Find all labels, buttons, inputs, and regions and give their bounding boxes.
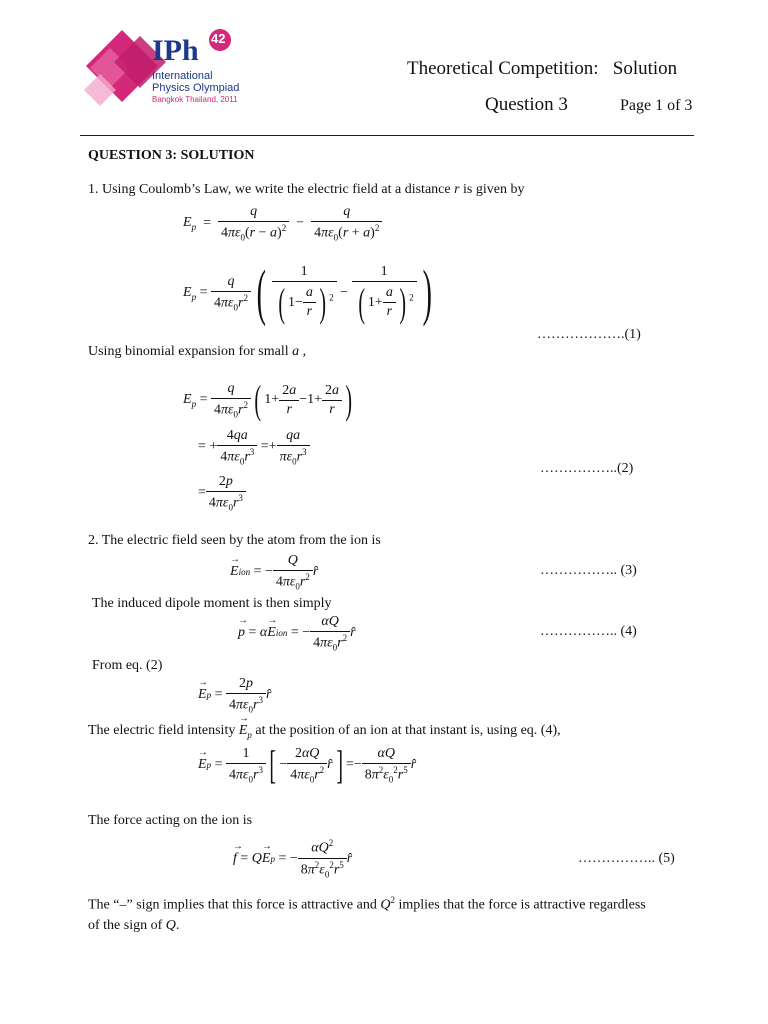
logo-line3: Bangkok Thailand, 2011 [152, 95, 238, 104]
header-page: Page 1 of 3 [620, 97, 693, 114]
paragraph-6: The electric field intensity → $E_p$ at the position of an ion at that instant is, using eq. (4), [88, 723, 561, 740]
equation-ref-5: …………….. (5) [578, 851, 675, 866]
ipho-logo [80, 26, 240, 120]
equation-4: → p = α → E ion = − $\frac{\alpha Q}{4\pi\varepsilon_0r^2}$ r̂ [238, 614, 356, 652]
paragraph-1: 1. Using Coulomb’s Law, we write the electric field at a distance r is given by [88, 182, 525, 197]
equation-1a: $E_p$ = $\frac{q}{4\pi\varepsilon_0(r - a)^2}$ − $\frac{q}{4\pi\varepsilon_0(r + a)^2}$ [183, 204, 382, 242]
paragraph-5: From eq. (2) [92, 658, 163, 673]
header-title: Theoretical Competition: Solution [407, 58, 678, 79]
equation-ref-3: …………….. (3) [540, 563, 637, 578]
equation-2c: = $\frac{2p}{4\pi\varepsilon_0r^3}$ [198, 474, 246, 512]
equation-5b: → E p = $\frac{1}{4\pi\varepsilon_0r^3}$ [ − $\frac{2\alpha Q}{4\pi\varepsilon_0r^2}$ r̂ ] =− $\frac{\alpha Q}{8\pi^2\varepsilon_0^2r^5}$ r̂ [198, 745, 416, 785]
header-divider [80, 135, 694, 136]
equation-3: → E ion = − $\frac{Q}{4\pi\varepsilon_0r^2}$ r̂ [230, 553, 318, 591]
logo-line1: International [152, 70, 213, 82]
paragraph-8: The “–” sign implies that this force is attractive and $Q^2$ implies that the force is attractive regardless [88, 895, 646, 913]
paragraph-9: of the sign of Q. [88, 918, 180, 933]
paragraph-7: The force acting on the ion is [88, 813, 253, 828]
logo-badge: 42 [211, 31, 226, 46]
equation-ref-2: ……………..(2) [540, 461, 634, 476]
paragraph-3: 2. The electric field seen by the atom from the ion is [88, 533, 381, 548]
logo-main-text: IPh [152, 34, 199, 67]
equation-1b: $E_p$ = $\frac{q}{4\pi\varepsilon_0r^2}$ ( 1 ( 1− $\frac{a}{r}$ ) $^2$ − 1 ( 1+ $\frac{a}{r}$ ) $^2$ ) [183, 259, 432, 327]
logo-line2: Physics Olympiad [152, 82, 240, 94]
equation-5a: → E p = $\frac{2p}{4\pi\varepsilon_0r^3}$ r̂ [198, 676, 271, 714]
equation-2a: $E_p$ = $\frac{q}{4\pi\varepsilon_0r^2}$ ( 1+ $\frac{2a}{r}$ −1+ $\frac{2a}{r}$ ) [183, 377, 352, 422]
paragraph-2: Using binomial expansion for small a , [88, 344, 307, 359]
equation-ref-1: ……………….(1) [537, 327, 641, 342]
paragraph-4: The induced dipole moment is then simply [92, 596, 332, 611]
equation-6: → f = Q → E p = − $\frac{\alpha Q^2}{8\pi^2\varepsilon_0^2r^5}$ r̂ [233, 838, 352, 879]
equation-ref-4: …………….. (4) [540, 624, 637, 639]
section-title: QUESTION 3: SOLUTION [88, 148, 255, 163]
header-question: Question 3 [485, 94, 568, 115]
equation-2b: = + $\frac{4qa}{4\pi\varepsilon_0r^3}$ =+ $\frac{qa}{\pi\varepsilon_0r^3}$ [198, 428, 310, 466]
